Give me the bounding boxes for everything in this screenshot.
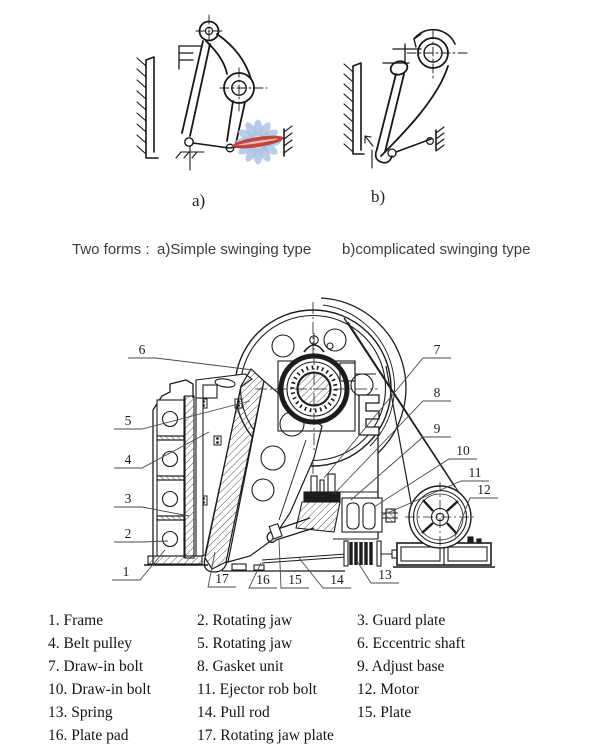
caption-type-a: a)Simple swinging type <box>157 241 312 258</box>
callout-number: 3 <box>124 491 132 506</box>
part-item: 2. Rotating jaw <box>197 612 293 629</box>
callout-number: 13 <box>378 567 392 582</box>
part-item: 4. Belt pulley <box>48 635 132 652</box>
part-item: 17. Rotating jaw plate <box>197 727 334 744</box>
part-item: 7. Draw-in bolt <box>48 658 144 675</box>
part-item: 16. Plate pad <box>48 727 129 744</box>
callout-number: 14 <box>330 572 344 587</box>
part-item: 11. Ejector rob bolt <box>197 681 317 698</box>
label-b: b) <box>371 187 386 206</box>
part-item: 6. Eccentric shaft <box>357 635 466 652</box>
jaw-crusher-section-diagram <box>0 288 601 606</box>
part-item: 14. Pull rod <box>197 704 270 721</box>
pull-rod-and-spring <box>262 541 402 566</box>
figure-caption <box>0 241 601 263</box>
parts-list-row <box>48 678 578 701</box>
callout-number: 15 <box>288 572 302 587</box>
parts-list-row <box>48 701 578 724</box>
callout-number: 9 <box>433 421 441 436</box>
part-item: 9. Adjust base <box>357 658 445 675</box>
caption-type-b: b)complicated swinging type <box>342 241 531 258</box>
callout-number: 2 <box>124 526 132 541</box>
callout-number: 4 <box>124 452 132 467</box>
callout-number: 17 <box>215 571 229 586</box>
part-item: 1. Frame <box>48 612 104 629</box>
label-a: a) <box>192 191 206 210</box>
parts-list <box>48 609 578 747</box>
part-item: 13. Spring <box>48 704 113 721</box>
callout-number: 12 <box>477 482 491 497</box>
callout-number: 5 <box>124 413 132 428</box>
callout-number: 10 <box>456 443 470 458</box>
part-item: 12. Motor <box>357 681 419 698</box>
callout-number: 16 <box>256 572 270 587</box>
schematic-b-complicated-swinging <box>344 30 468 168</box>
part-item: 3. Guard plate <box>357 612 446 629</box>
parts-list-row <box>48 632 578 655</box>
part-item: 10. Draw-in bolt <box>48 681 151 698</box>
wall-b <box>344 63 364 154</box>
part-item: 8. Gasket unit <box>197 658 284 675</box>
wall-a <box>137 57 158 158</box>
part-item: 5. Rotating jaw <box>197 635 293 652</box>
parts-list-row <box>48 609 578 632</box>
caption-prefix: Two forms : <box>72 241 150 258</box>
motor-pulley <box>405 482 475 552</box>
callout-number: 1 <box>122 564 130 579</box>
callout-number: 11 <box>468 465 482 480</box>
callout-number: 6 <box>138 342 146 357</box>
bottom-plates <box>222 564 345 571</box>
part-item: 15. Plate <box>357 704 412 721</box>
adjust-base-assembly <box>296 474 398 532</box>
callout-number: 7 <box>433 342 441 357</box>
part-item <box>357 724 578 747</box>
parts-list-row <box>48 724 578 747</box>
callout-number: 8 <box>433 385 441 400</box>
swinging-type-schematics <box>0 0 601 232</box>
parts-list-row <box>48 655 578 678</box>
